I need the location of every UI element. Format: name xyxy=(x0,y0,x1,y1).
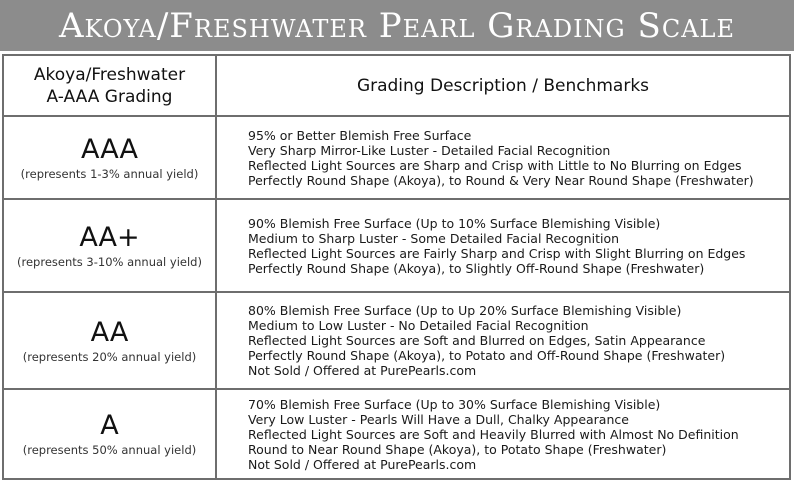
grade-label: AAA xyxy=(81,133,138,165)
header-grade-cell xyxy=(4,56,217,115)
header-row xyxy=(4,56,789,115)
description-line: 90% Blemish Free Surface (Up to 10% Surface Blemishing Visible) xyxy=(248,215,661,231)
description-line: Medium to Low Luster - No Detailed Facial Recognition xyxy=(248,318,589,333)
description-line: 80% Blemish Free Surface (Up to Up 20% Surface Blemishing Visible) xyxy=(248,303,682,318)
description-line: 70% Blemish Free Surface (Up to 30% Surface Blemishing Visible) xyxy=(248,396,661,412)
description-line: Reflected Light Sources are Soft and Heavily Blurred with Almost No Definition xyxy=(248,426,739,442)
yield-note: (represents 20% annual yield) xyxy=(22,349,197,364)
page-title: Akoya/Freshwater Pearl Grading Scale xyxy=(59,5,735,46)
grade-cell xyxy=(4,117,217,198)
header-grade-line1: Akoya/Freshwater xyxy=(33,64,186,85)
grade-cell xyxy=(4,390,217,478)
header-description-label: Grading Description / Benchmarks xyxy=(356,75,650,96)
grade-row-aa-plus xyxy=(4,198,789,291)
grade-label: AA+ xyxy=(79,221,140,253)
description-line: Perfectly Round Shape (Akoya), to Slightly Off-Round Shape (Freshwater) xyxy=(248,260,705,276)
description-cell xyxy=(217,390,789,478)
yield-note: (represents 1-3% annual yield) xyxy=(20,166,199,181)
description-line: Reflected Light Sources are Soft and Blurred on Edges, Satin Appearance xyxy=(248,333,706,348)
header-description-cell xyxy=(217,56,789,115)
description-cell xyxy=(217,117,789,198)
description-line: Very Low Luster - Pearls Will Have a Dull, Chalky Appearance xyxy=(248,411,629,427)
description-line: Medium to Sharp Luster - Some Detailed Facial Recognition xyxy=(248,230,620,246)
description-line: Perfectly Round Shape (Akoya), to Potato and Off-Round Shape (Freshwater) xyxy=(248,348,726,363)
grade-label: A xyxy=(100,410,119,441)
yield-note: (represents 3-10% annual yield) xyxy=(17,254,202,269)
grade-cell xyxy=(4,200,217,291)
description-line: Perfectly Round Shape (Akoya), to Round & Very Near Round Shape (Freshwater) xyxy=(248,172,754,188)
title-banner xyxy=(0,0,794,51)
description-cell xyxy=(217,293,789,388)
grade-cell xyxy=(4,293,217,388)
grade-row-a xyxy=(4,388,789,478)
description-line: Not Sold / Offered at PurePearls.com xyxy=(248,456,477,472)
description-line: Round to Near Round Shape (Akoya), to Potato Shape (Freshwater) xyxy=(248,441,667,457)
grade-row-aaa xyxy=(4,115,789,198)
description-cell xyxy=(217,200,789,291)
description-line: Reflected Light Sources are Fairly Sharp and Crisp with Slight Blurring on Edges xyxy=(248,245,746,261)
header-grade-line2: A-AAA Grading xyxy=(46,86,173,107)
grading-table xyxy=(2,54,791,480)
description-line: Very Sharp Mirror-Like Luster - Detailed Facial Recognition xyxy=(248,142,611,158)
grade-label: AA xyxy=(90,316,129,348)
description-line: Reflected Light Sources are Sharp and Crisp with Little to No Blurring on Edges xyxy=(248,157,742,173)
description-line: Not Sold / Offered at PurePearls.com xyxy=(248,363,477,378)
yield-note: (represents 50% annual yield) xyxy=(22,443,197,457)
description-line: 95% or Better Blemish Free Surface xyxy=(248,127,472,143)
grade-row-aa xyxy=(4,291,789,388)
